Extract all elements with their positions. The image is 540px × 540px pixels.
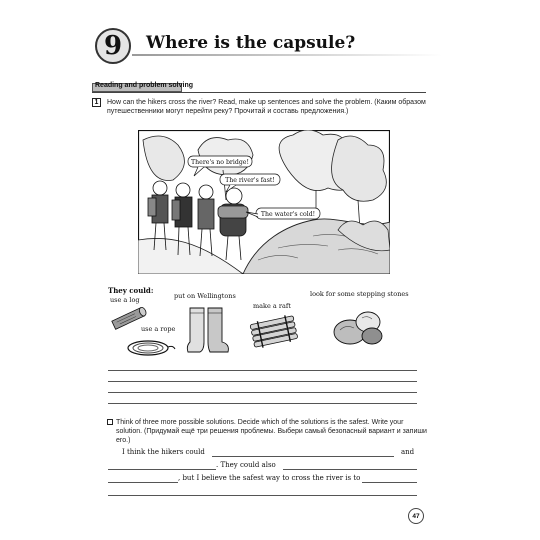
sentence-2: . They could also [216,461,276,469]
writing-line[interactable] [362,482,417,483]
writing-line[interactable] [108,381,417,382]
page-number: 47 [408,508,424,524]
speech-bubble-3-text: The water's cold! [260,211,316,218]
writing-line[interactable] [108,403,417,404]
rope-icon [124,336,176,358]
task-1-instruction: How can the hikers cross the river? Read, make up sentences and solve the problem. (Каким образом путешественники могут перейти реку? Прочитай и составь предложения.) [107,99,426,115]
options-heading: They could: [108,286,154,295]
section-label: Reading and problem solving [95,82,194,89]
unit-number-badge [95,28,131,64]
writing-line[interactable] [212,456,394,457]
task-2-instruction: Think of three more possible solutions. Decide which of the solutions is the safest. Write your solution. (Придумай ещё три решения проблемы. Выбери самый безопасный вариант и запиши его.) [116,419,427,444]
writing-line[interactable] [108,370,417,371]
sentence-1-start: I think the hikers could [122,448,205,456]
stepping-stones-icon [330,302,388,348]
option-label-wellingtons: put on Wellingtons [174,292,236,300]
writing-line[interactable] [283,469,417,470]
speech-bubble-3 [246,208,320,219]
writing-line[interactable] [108,482,178,483]
task-1-number: 1 [92,98,101,107]
sentence-3: , but I believe the safest way to cross the river is to [178,474,361,482]
option-label-raft: make a raft [253,302,291,310]
speech-bubble-1-text: There's no bridge! [191,159,249,166]
raft-icon [246,312,302,352]
wellington-boots-icon [186,304,230,356]
page-title: Where is the capsule? [146,33,356,53]
writing-line[interactable] [108,392,417,393]
option-label-rope: use a rope [141,325,176,333]
option-label-stepping-stones: look for some stepping stones [310,290,409,298]
writing-line[interactable] [108,495,417,496]
sentence-1-end: and [401,448,415,456]
title-rule [132,54,442,56]
section-rule [92,92,426,93]
speech-bubble-2-text: The river's fast! [225,177,275,184]
unit-number: 9 [103,31,123,61]
writing-line[interactable] [108,469,216,470]
hikers-river-illustration [138,130,390,274]
option-label-log: use a log [110,296,140,304]
task-2-marker [107,419,113,425]
